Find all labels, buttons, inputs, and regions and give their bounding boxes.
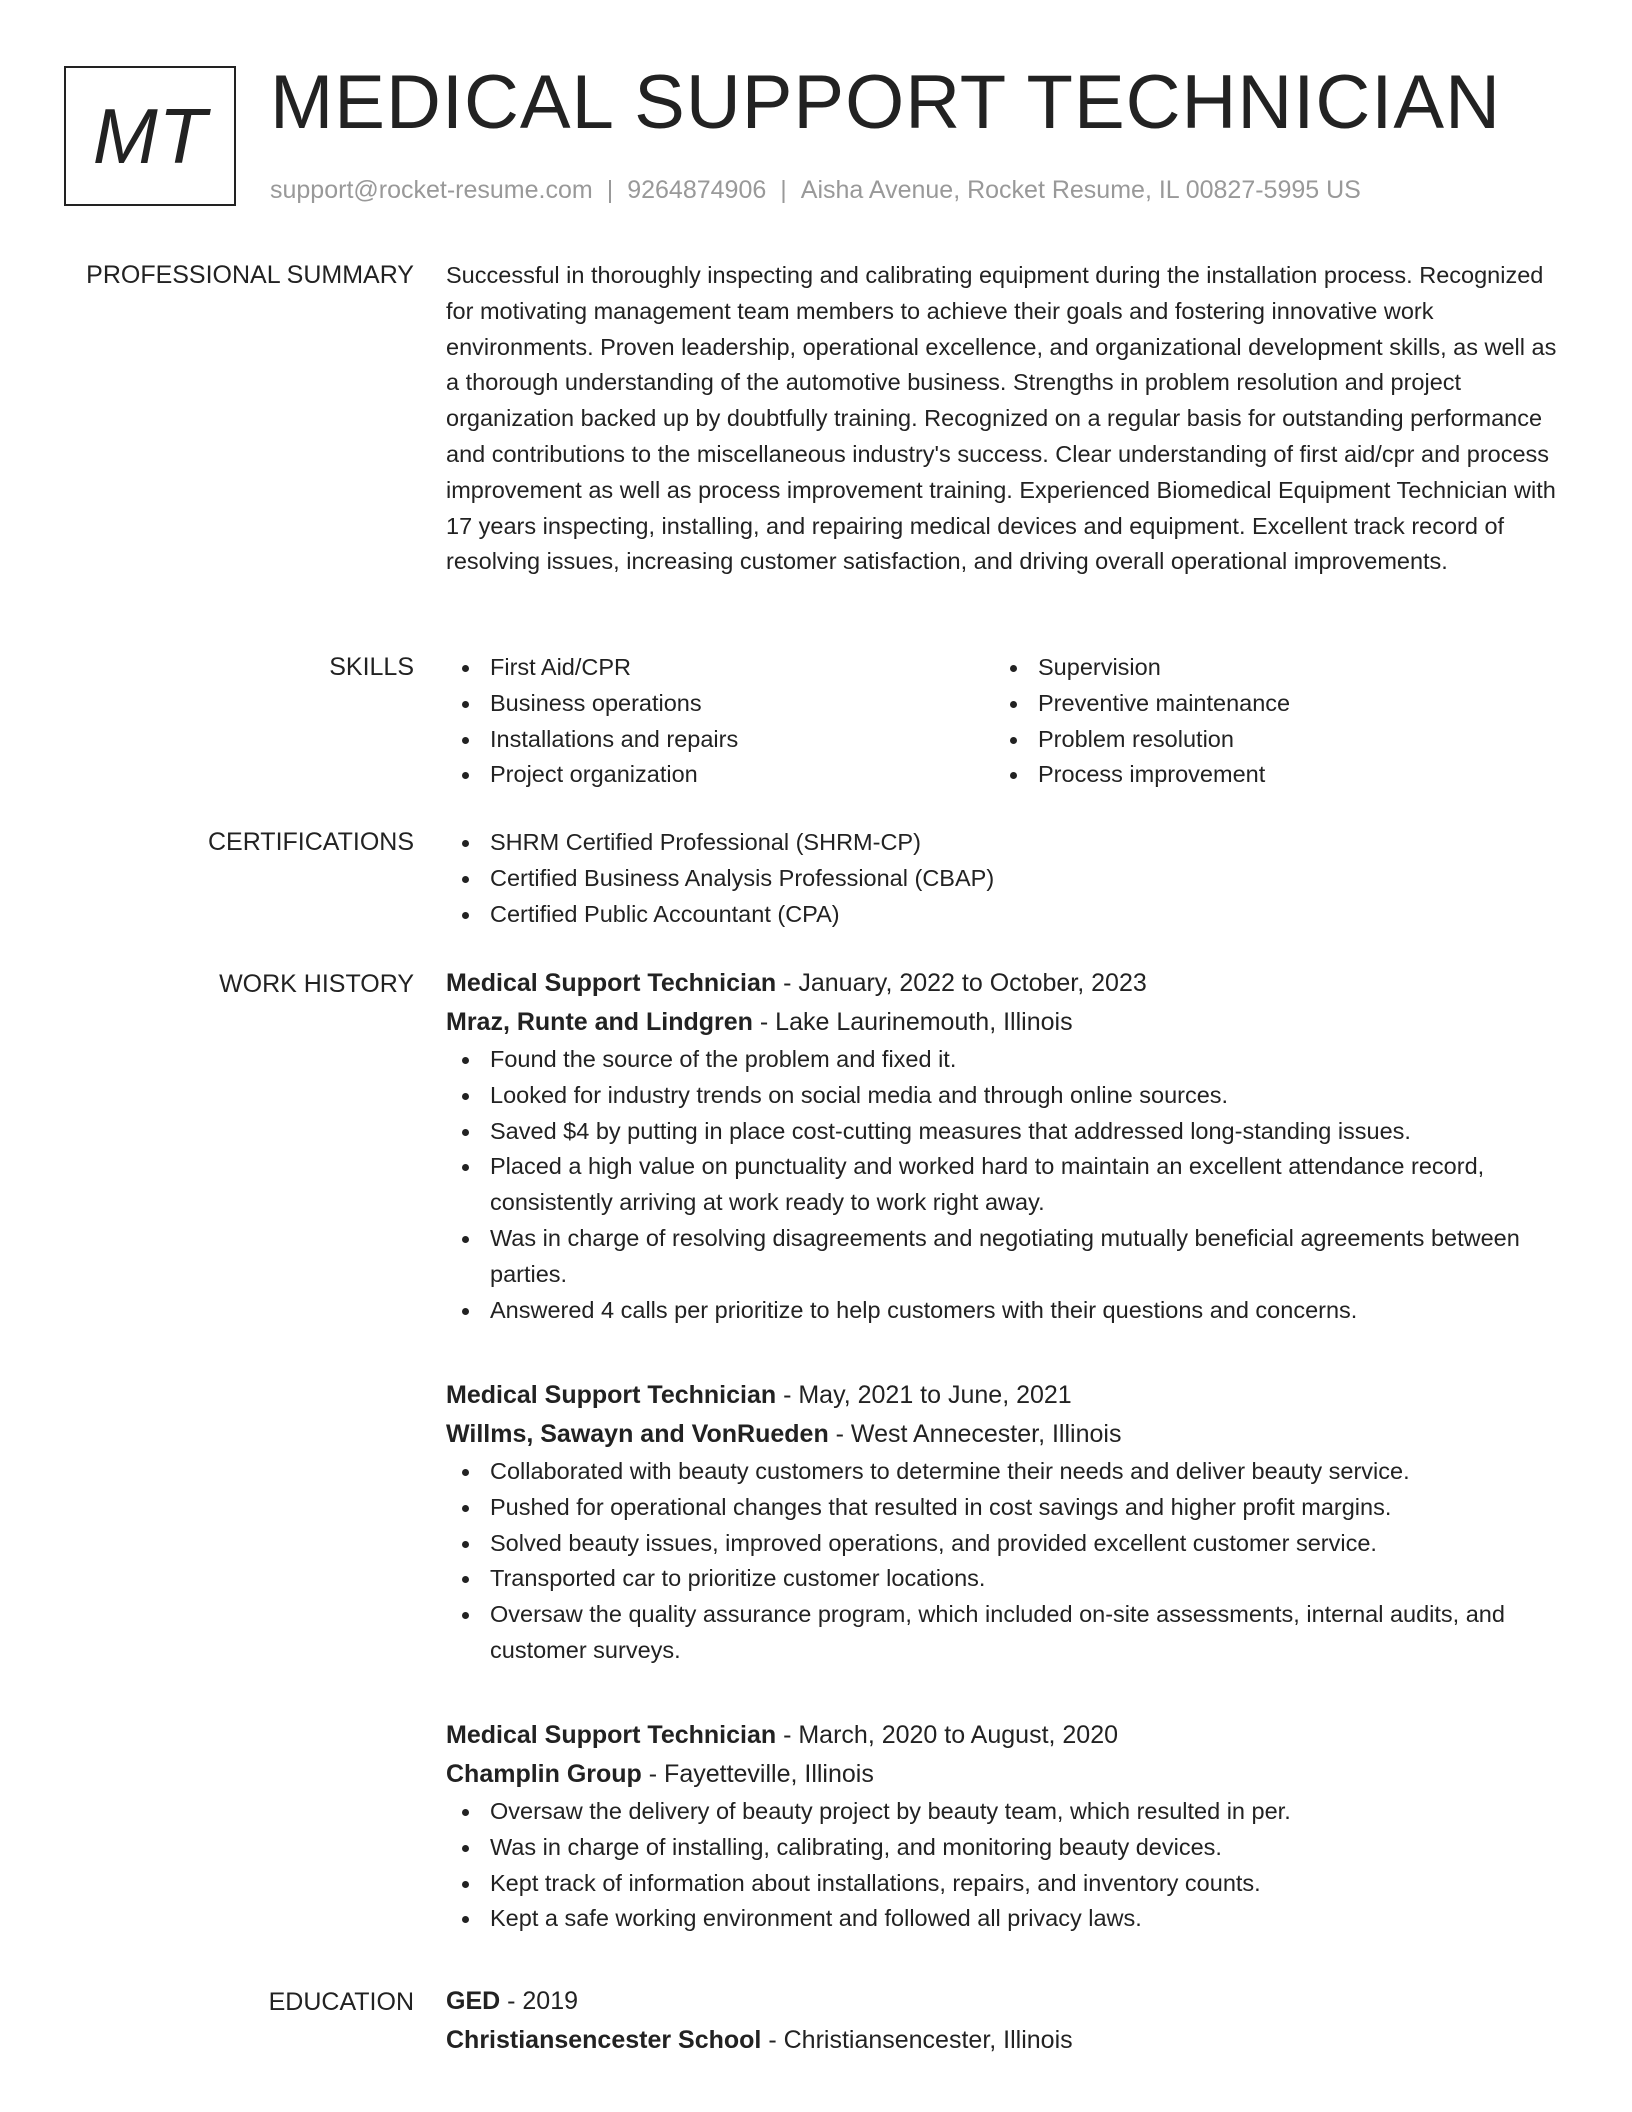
contact-separator: | (606, 176, 614, 204)
skills-columns (446, 650, 1566, 793)
job-bullet: Was in charge of resolving disagreements and negotiating mutually beneficial agreements between parties. (446, 1221, 1566, 1293)
skill-item: Project organization (446, 757, 994, 793)
job-bullets (446, 1794, 1566, 1937)
summary-text: Successful in thoroughly inspecting and calibrating equipment during the installation process. Recognized for motivating management team members to achieve their goals and fostering innovative work environments. Proven leadership, operational excellence, and organizational development skills, as well as a thorough understanding of the automotive business. Strengths in problem resolution and project organization backed up by doubtfully training. Recognized on a regular basis for outstanding performance and contributions to the miscellaneous industry's success. Clear understanding of first aid/cpr and process improvement as well as process improvement training. Experienced Biomedical Equipment Technician with 17 years inspecting, installing, and repairing medical devices and equipment. Excellent track record of resolving issues, increasing customer satisfaction, and driving overall operational improvements. (446, 262, 1557, 575)
resume-name-title: MEDICAL SUPPORT TECHNICIAN (270, 60, 1501, 145)
job-entry (446, 964, 1566, 1328)
job-bullet: Kept track of information about installations, repairs, and inventory counts. (446, 1866, 1566, 1902)
job-bullet: Oversaw the quality assurance program, which included on-site assessments, internal audits, and customer surveys. (446, 1597, 1566, 1669)
job-location: - Fayetteville, Illinois (641, 1760, 874, 1788)
job-bullet: Transported car to prioritize customer locations. (446, 1561, 1566, 1597)
section-skills (446, 650, 1566, 793)
job-company: Mraz, Runte and Lindgren (446, 1008, 753, 1036)
skills-list-right (994, 650, 1542, 793)
job-bullet: Oversaw the delivery of beauty project by beauty team, which resulted in per. (446, 1794, 1566, 1830)
section-summary (446, 258, 1566, 580)
job-location: - West Annecester, Illinois (828, 1420, 1122, 1448)
job-bullet: Placed a high value on punctuality and worked hard to maintain an excellent attendance record, consistently arriving at work ready to work right away. (446, 1149, 1566, 1221)
job-title: Medical Support Technician (446, 1381, 777, 1409)
job-title-line (446, 964, 1566, 1003)
job-bullet: Solved beauty issues, improved operations, and provided excellent customer service. (446, 1526, 1566, 1562)
contact-email: support@rocket-resume.com (270, 176, 593, 204)
job-company-line (446, 1415, 1566, 1454)
job-location: - Lake Laurinemouth, Illinois (752, 1008, 1073, 1036)
job-dates: - March, 2020 to August, 2020 (776, 1721, 1119, 1749)
education-school-line (446, 2021, 1566, 2060)
certification-item: Certified Public Accountant (CPA) (446, 897, 1566, 933)
job-company: Willms, Sawayn and VonRueden (446, 1420, 829, 1448)
section-label-summary: PROFESSIONAL SUMMARY (86, 261, 414, 289)
job-bullet: Collaborated with beauty customers to determine their needs and deliver beauty service. (446, 1454, 1566, 1490)
job-title-line (446, 1716, 1566, 1755)
job-company-line (446, 1003, 1566, 1042)
contact-line (270, 174, 1361, 206)
job-company: Champlin Group (446, 1760, 642, 1788)
section-certifications (446, 825, 1566, 932)
job-dates: - May, 2021 to June, 2021 (776, 1381, 1072, 1409)
section-label-certifications: CERTIFICATIONS (207, 828, 414, 856)
job-bullet: Pushed for operational changes that resulted in cost savings and higher profit margins. (446, 1490, 1566, 1526)
education-year: - 2019 (500, 1987, 579, 2015)
contact-separator: | (780, 176, 787, 204)
skill-item: Installations and repairs (446, 722, 994, 758)
skill-item: Business operations (446, 686, 994, 722)
job-bullet: Saved $4 by putting in place cost-cutting measures that addressed long-standing issues. (446, 1114, 1566, 1150)
job-dates: - January, 2022 to October, 2023 (776, 969, 1147, 997)
job-bullets (446, 1042, 1566, 1328)
job-bullet: Found the source of the problem and fixed it. (446, 1042, 1566, 1078)
job-company-line (446, 1755, 1566, 1794)
skill-item: Process improvement (994, 757, 1542, 793)
skills-list-left (446, 650, 994, 793)
job-entry (446, 1716, 1566, 1937)
monogram-initials: MT (92, 91, 208, 180)
contact-phone: 9264874906 (627, 176, 767, 204)
education-location: - Christiansencester, Illinois (761, 2026, 1073, 2054)
job-bullet: Was in charge of installing, calibrating, and monitoring beauty devices. (446, 1830, 1566, 1866)
education-school: Christiansencester School (446, 2026, 762, 2054)
monogram-logo (64, 66, 236, 206)
certifications-list (446, 825, 1566, 932)
certification-item: SHRM Certified Professional (SHRM-CP) (446, 825, 1566, 861)
skill-item: Preventive maintenance (994, 686, 1542, 722)
education-degree-line (446, 1982, 1566, 2021)
section-label-skills: SKILLS (329, 653, 414, 681)
education-degree: GED (446, 1987, 501, 2015)
section-label-education: EDUCATION (268, 1988, 414, 2016)
job-title: Medical Support Technician (446, 1721, 777, 1749)
skill-item: Problem resolution (994, 722, 1542, 758)
job-bullet: Looked for industry trends on social media and through online sources. (446, 1078, 1566, 1114)
job-bullet: Kept a safe working environment and followed all privacy laws. (446, 1901, 1566, 1937)
skill-item: Supervision (994, 650, 1542, 686)
job-title: Medical Support Technician (446, 969, 777, 997)
job-title-line (446, 1376, 1566, 1415)
section-education (446, 1982, 1566, 2060)
job-bullets (446, 1454, 1566, 1669)
job-entry (446, 1376, 1566, 1669)
job-bullet: Answered 4 calls per prioritize to help customers with their questions and concerns. (446, 1293, 1566, 1329)
certification-item: Certified Business Analysis Professional (CBAP) (446, 861, 1566, 897)
contact-address: Aisha Avenue, Rocket Resume, IL 00827-5995 US (800, 176, 1361, 204)
section-label-work-history: WORK HISTORY (219, 970, 414, 998)
skill-item: First Aid/CPR (446, 650, 994, 686)
